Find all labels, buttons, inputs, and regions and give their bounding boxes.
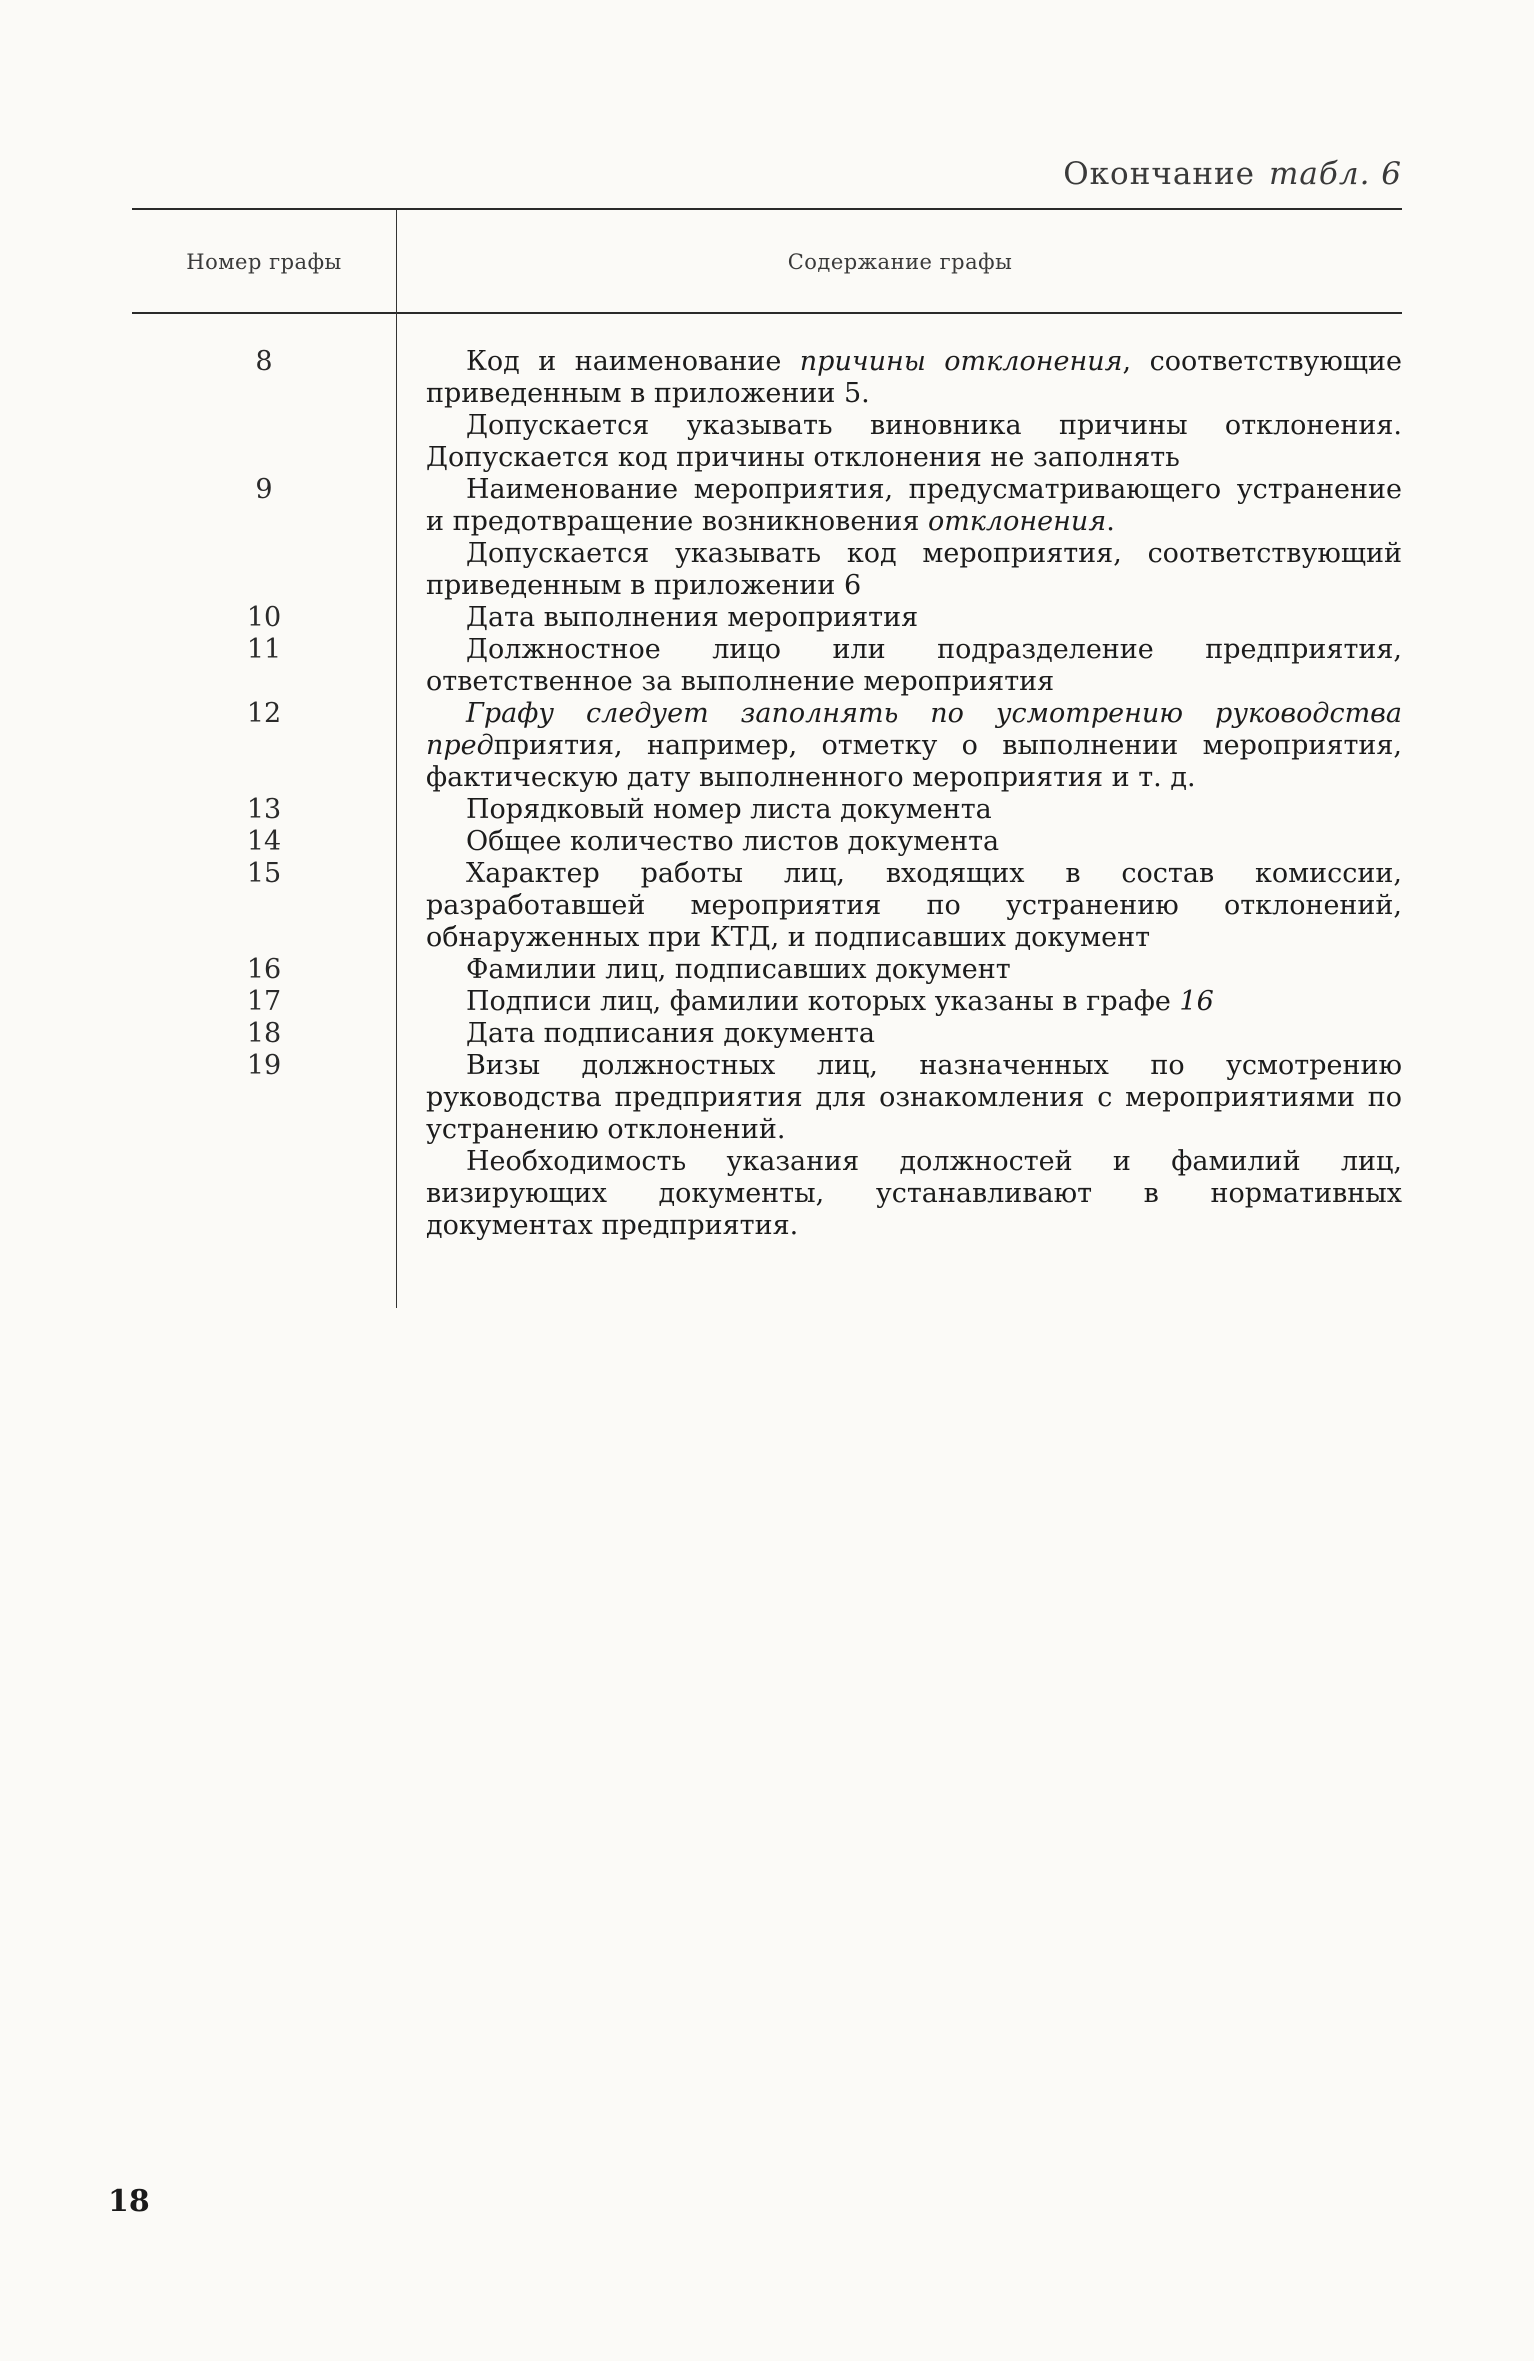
content-paragraph xyxy=(426,858,1402,954)
table-row xyxy=(132,698,1402,794)
content-paragraph xyxy=(426,346,1402,410)
paragraph-plain-text: Должностное лицо или подразделение предприятия, ответственное за выполнение мероприятия xyxy=(426,634,1402,697)
paragraph-italic-text: Графу следует заполнять по усмотрению руководства пред xyxy=(426,698,1402,761)
row-content xyxy=(396,1050,1402,1242)
paragraph-plain-text: Допускается указывать виновника причины отклонения. Допускается код причины отклонения не заполнять xyxy=(426,410,1402,473)
paragraph-plain-text: Характер работы лиц, входящих в состав комиссии, разработавшей мероприятия по устранению отклонений, обнаруженных при КТД, и подписавших документ xyxy=(426,858,1402,953)
table-body xyxy=(132,346,1402,1242)
row-number: 11 xyxy=(246,634,282,665)
row-number: 19 xyxy=(246,1050,282,1081)
table-row xyxy=(132,474,1402,602)
caption-word: Окончание xyxy=(1063,156,1256,192)
content-paragraph xyxy=(426,954,1402,986)
table-row xyxy=(132,954,1402,986)
row-content xyxy=(396,698,1402,794)
header-number-column: Номер графы xyxy=(186,250,342,274)
row-content xyxy=(396,826,1402,858)
paragraph-plain-text: Наименование мероприятия, предусматривающего устранение и предотвращение возникновения xyxy=(426,474,1402,537)
table-top-rule xyxy=(132,208,1402,210)
row-content xyxy=(396,858,1402,954)
caption-table-label: табл. 6 xyxy=(1269,156,1402,192)
paragraph-plain-text: Визы должностных лиц, назначенных по усмотрению руководства предприятия для ознакомления с мероприятиями по устранению отклонений. xyxy=(426,1050,1402,1145)
paragraph-plain-text: Порядковый номер листа документа xyxy=(466,794,992,825)
table-row xyxy=(132,826,1402,858)
row-number: 13 xyxy=(246,794,282,825)
paragraph-italic-text: отклонения xyxy=(927,506,1107,537)
row-content xyxy=(396,474,1402,602)
row-content xyxy=(396,346,1402,474)
row-number: 17 xyxy=(246,986,282,1017)
paragraph-italic-text: причины отклонения xyxy=(799,346,1123,377)
content-paragraph xyxy=(426,1018,1402,1050)
paragraph-tail-text: . xyxy=(1106,506,1115,537)
paragraph-tail-text: приятия, например, отметку о выполнении мероприятия, фактическую дату выполненного мероприятия и т. д. xyxy=(426,730,1402,793)
table-row xyxy=(132,794,1402,826)
content-paragraph xyxy=(426,986,1402,1018)
paragraph-italic-text: 16 xyxy=(1179,986,1214,1017)
content-paragraph xyxy=(426,602,1402,634)
content-paragraph xyxy=(426,698,1402,794)
table-caption xyxy=(1063,156,1402,192)
paragraph-plain-text: Допускается указывать код мероприятия, соответствующий приведенным в приложении 6 xyxy=(426,538,1402,601)
table-row xyxy=(132,858,1402,954)
paragraph-plain-text: Фамилии лиц, подписавших документ xyxy=(466,954,1011,985)
content-paragraph xyxy=(426,538,1402,602)
paragraph-plain-text: Код и наименование xyxy=(466,346,800,377)
paragraph-tail-text: , соответствующие приведенным в приложении 5. xyxy=(426,346,1402,409)
paragraph-plain-text: Необходимость указания должностей и фамилий лиц, визирующих документы, устанавливают в нормативных документах предприятия. xyxy=(426,1146,1402,1241)
paragraph-plain-text: Дата подписания документа xyxy=(466,1018,876,1049)
row-content xyxy=(396,986,1402,1018)
row-number: 9 xyxy=(255,474,273,505)
table-header-rule xyxy=(132,312,1402,314)
paragraph-plain-text: Дата выполнения мероприятия xyxy=(466,602,919,633)
row-number: 16 xyxy=(246,954,282,985)
paragraph-plain-text: Подписи лиц, фамилии которых указаны в графе xyxy=(466,986,1180,1017)
table-row xyxy=(132,1050,1402,1242)
row-content xyxy=(396,602,1402,634)
row-content xyxy=(396,954,1402,986)
row-number: 14 xyxy=(246,826,282,857)
content-paragraph xyxy=(426,474,1402,538)
row-number: 12 xyxy=(246,698,282,729)
table-row xyxy=(132,346,1402,474)
row-number: 10 xyxy=(246,602,282,633)
row-content xyxy=(396,634,1402,698)
content-paragraph xyxy=(426,1146,1402,1242)
content-paragraph xyxy=(426,410,1402,474)
content-paragraph xyxy=(426,1050,1402,1146)
header-content-column: Содержание графы xyxy=(787,250,1013,274)
page-number: 18 xyxy=(108,2184,150,2219)
table-row xyxy=(132,1018,1402,1050)
row-content xyxy=(396,794,1402,826)
table-row xyxy=(132,986,1402,1018)
table-row xyxy=(132,634,1402,698)
row-number: 15 xyxy=(246,858,282,889)
row-number: 18 xyxy=(246,1018,282,1049)
row-number: 8 xyxy=(255,346,273,377)
paragraph-plain-text: Общее количество листов документа xyxy=(466,826,1000,857)
content-paragraph xyxy=(426,634,1402,698)
table-row xyxy=(132,602,1402,634)
content-paragraph xyxy=(426,826,1402,858)
row-content xyxy=(396,1018,1402,1050)
content-paragraph xyxy=(426,794,1402,826)
